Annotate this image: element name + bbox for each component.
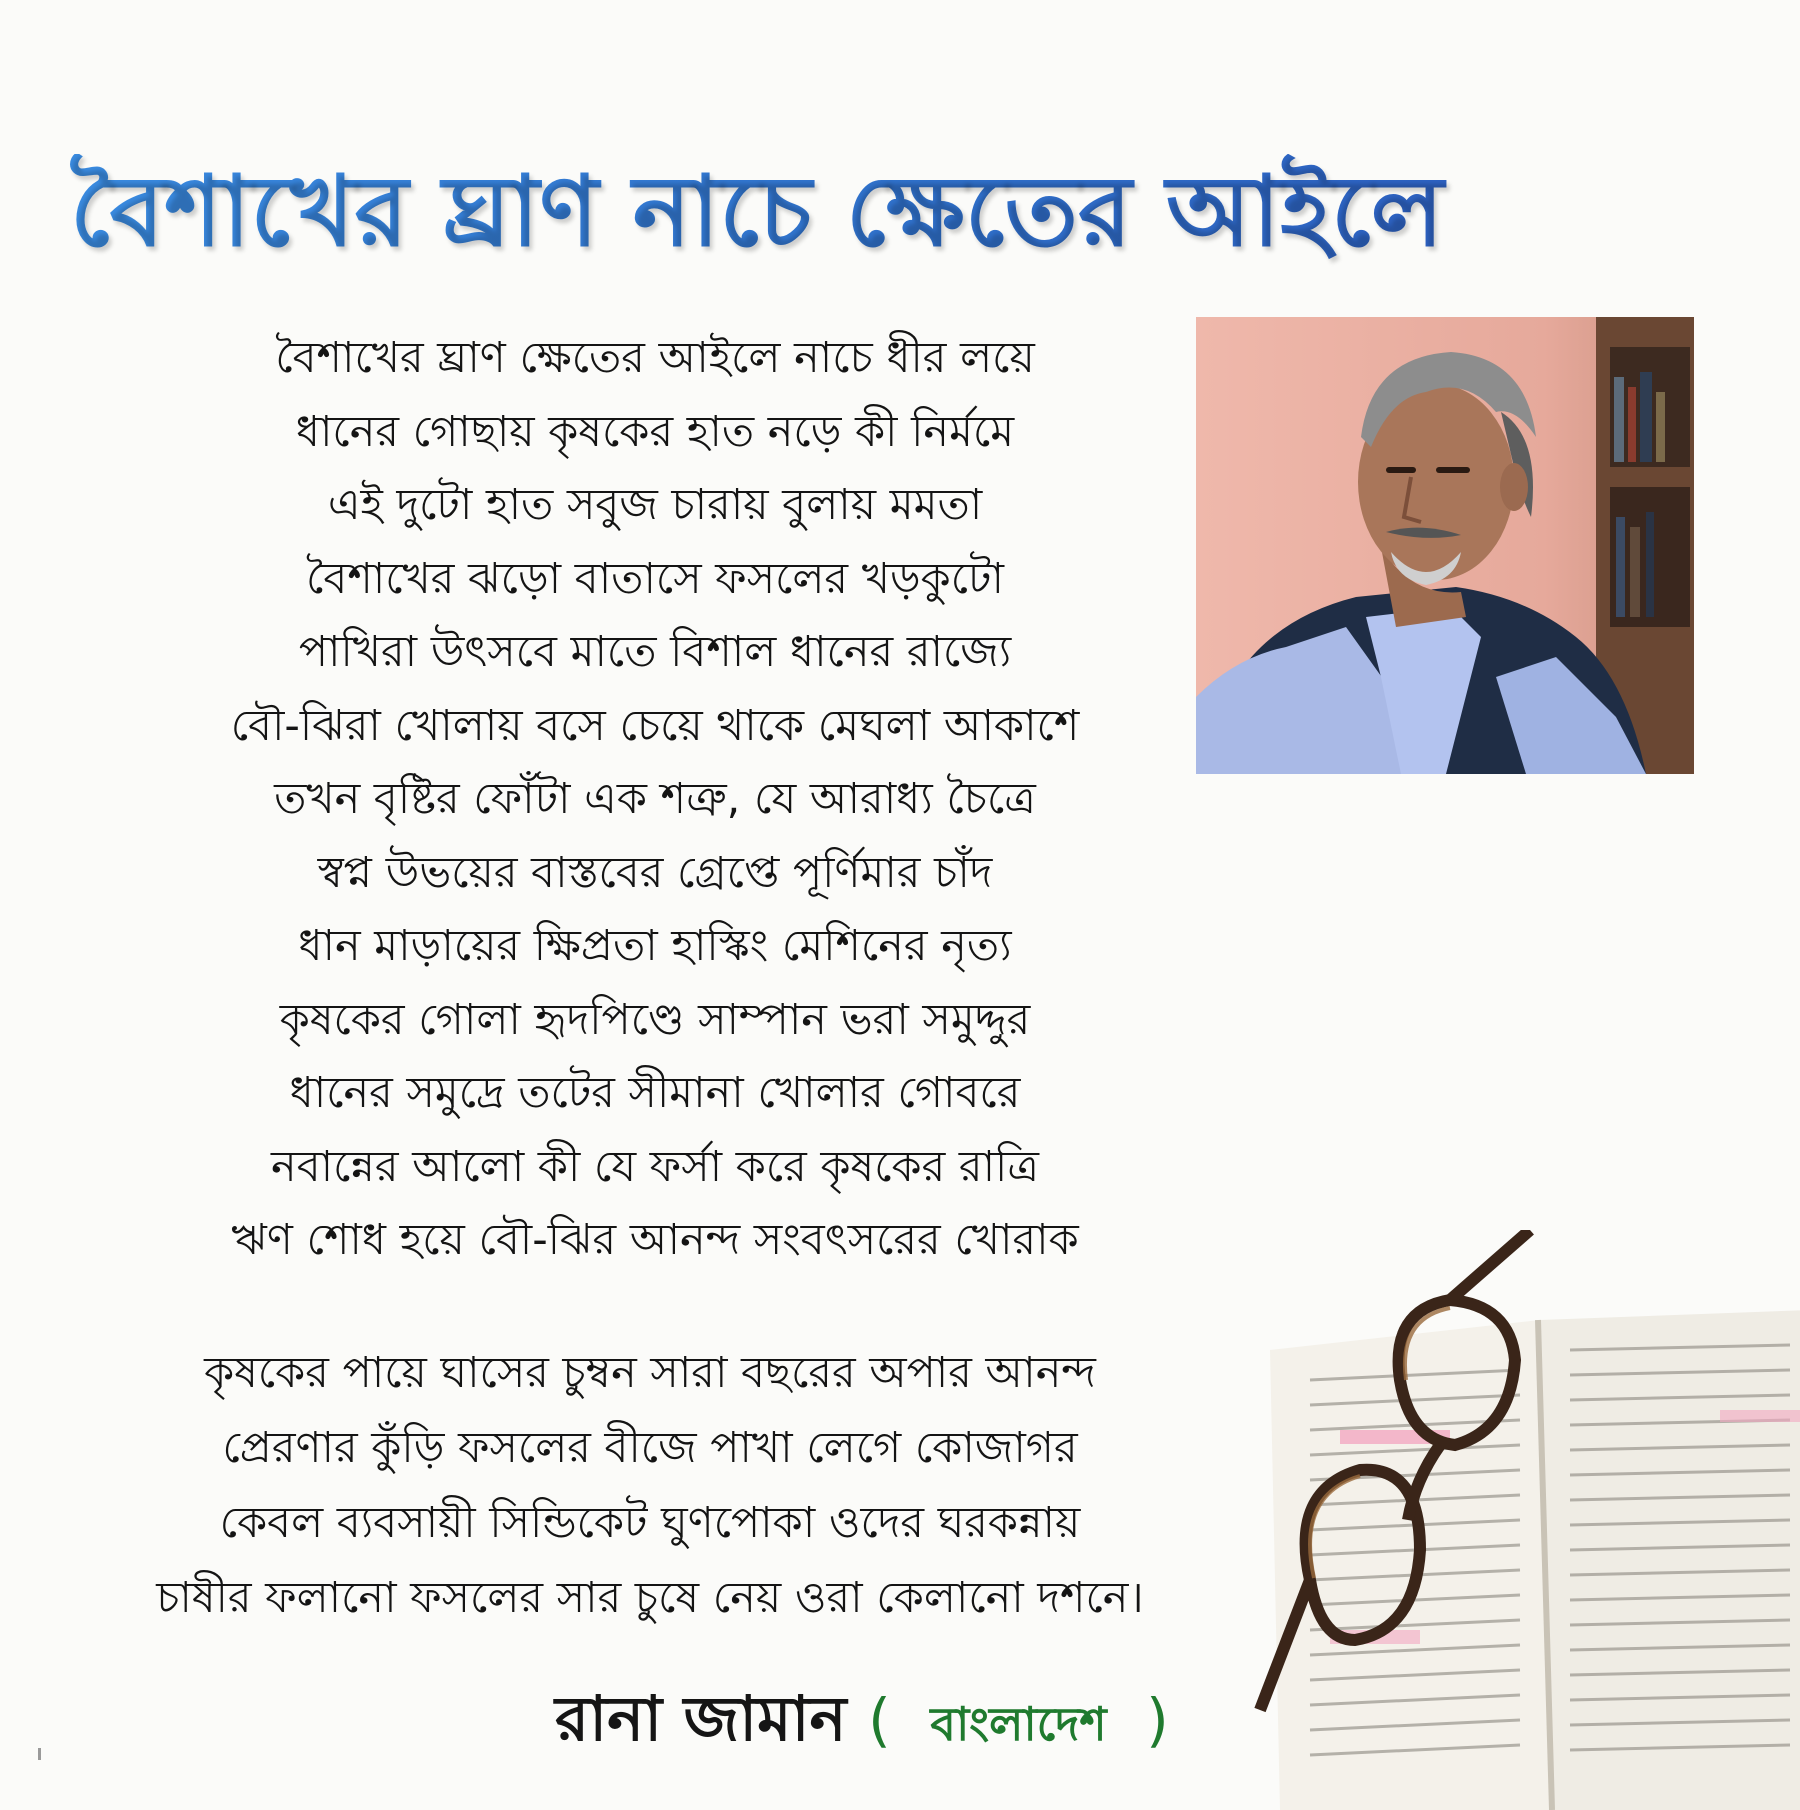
poem-line: চাষীর ফলানো ফসলের সার চুষে নেয় ওরা কেলানো দশনে। bbox=[156, 1573, 1144, 1623]
poem-title: বৈশাখের ঘ্রাণ নাচে ক্ষেতের আইলে bbox=[70, 154, 1530, 272]
poem-line: এই দুটো হাত সবুজ চারায় বুলায় মমতা bbox=[327, 480, 983, 530]
poem-line: তখন বৃষ্টির ফোঁটা এক শত্রু, যে আরাধ্য চৈত্রে bbox=[274, 774, 1036, 824]
poem-line: পাখিরা উৎসবে মাতে বিশাল ধানের রাজ্যে bbox=[298, 627, 1012, 677]
poem-line: প্রেরণার কুঁড়ি ফসলের বীজে পাখা লেগে কোজাগর bbox=[222, 1423, 1078, 1473]
poem-stanza-1 bbox=[130, 322, 1180, 1278]
poem-line: কৃষকের পায়ে ঘাসের চুম্বন সারা বছরের অপার আনন্দ bbox=[204, 1348, 1096, 1398]
poem-line: ধানের গোছায় কৃষকের হাত নড়ে কী নির্মমে bbox=[295, 406, 1015, 457]
corner-tick bbox=[38, 1748, 41, 1760]
author-signature bbox=[555, 1672, 1255, 1775]
portrait-illustration bbox=[1196, 317, 1694, 774]
poem-line: বৈশাখের ঝড়ো বাতাসে ফসলের খড়কুটো bbox=[306, 553, 1004, 604]
open-paren: ( bbox=[868, 1686, 891, 1754]
poem-line: কৃষকের গোলা হৃদপিণ্ডে সাম্পান ভরা সমুদ্দুর bbox=[279, 994, 1031, 1045]
poem-line: নবান্নের আলো কী যে ফর্সা করে কৃষকের রাত্রি bbox=[271, 1141, 1039, 1192]
poem-line: কেবল ব্যবসায়ী সিন্ডিকেট ঘুণপোকা ওদের ঘরকন্নায় bbox=[219, 1498, 1081, 1548]
book-and-glasses-decoration bbox=[1250, 1230, 1800, 1810]
author-portrait bbox=[1196, 317, 1694, 774]
poem-line: ঋণ শোধ হয়ে বৌ-ঝির আনন্দ সংবৎসরের খোরাক bbox=[231, 1215, 1079, 1265]
poem-line: স্বপ্ন উভয়ের বাস্তবের গ্রেপ্তে পূর্ণিমার চাঁদ bbox=[317, 847, 993, 898]
book-illustration bbox=[1250, 1230, 1800, 1810]
poem-stanza-2 bbox=[40, 1336, 1260, 1636]
poem-line: ধান মাড়ায়ের ক্ষিপ্রতা হাস্কিং মেশিনের নৃত্য bbox=[298, 921, 1012, 971]
author-name: রানা জামান bbox=[555, 1682, 847, 1755]
author-country: বাংলাদেশ bbox=[930, 1697, 1107, 1751]
poem-line: ধানের সমুদ্রে তটের সীমানা খোলার গোবরে bbox=[289, 1068, 1021, 1118]
poem-line: বৈশাখের ঘ্রাণ ক্ষেতের আইলে নাচে ধীর লয়ে bbox=[275, 333, 1035, 383]
poem-line: বৌ-ঝিরা খোলায় বসে চেয়ে থাকে মেঘলা আকাশে bbox=[230, 700, 1080, 751]
close-paren: ) bbox=[1146, 1686, 1169, 1754]
